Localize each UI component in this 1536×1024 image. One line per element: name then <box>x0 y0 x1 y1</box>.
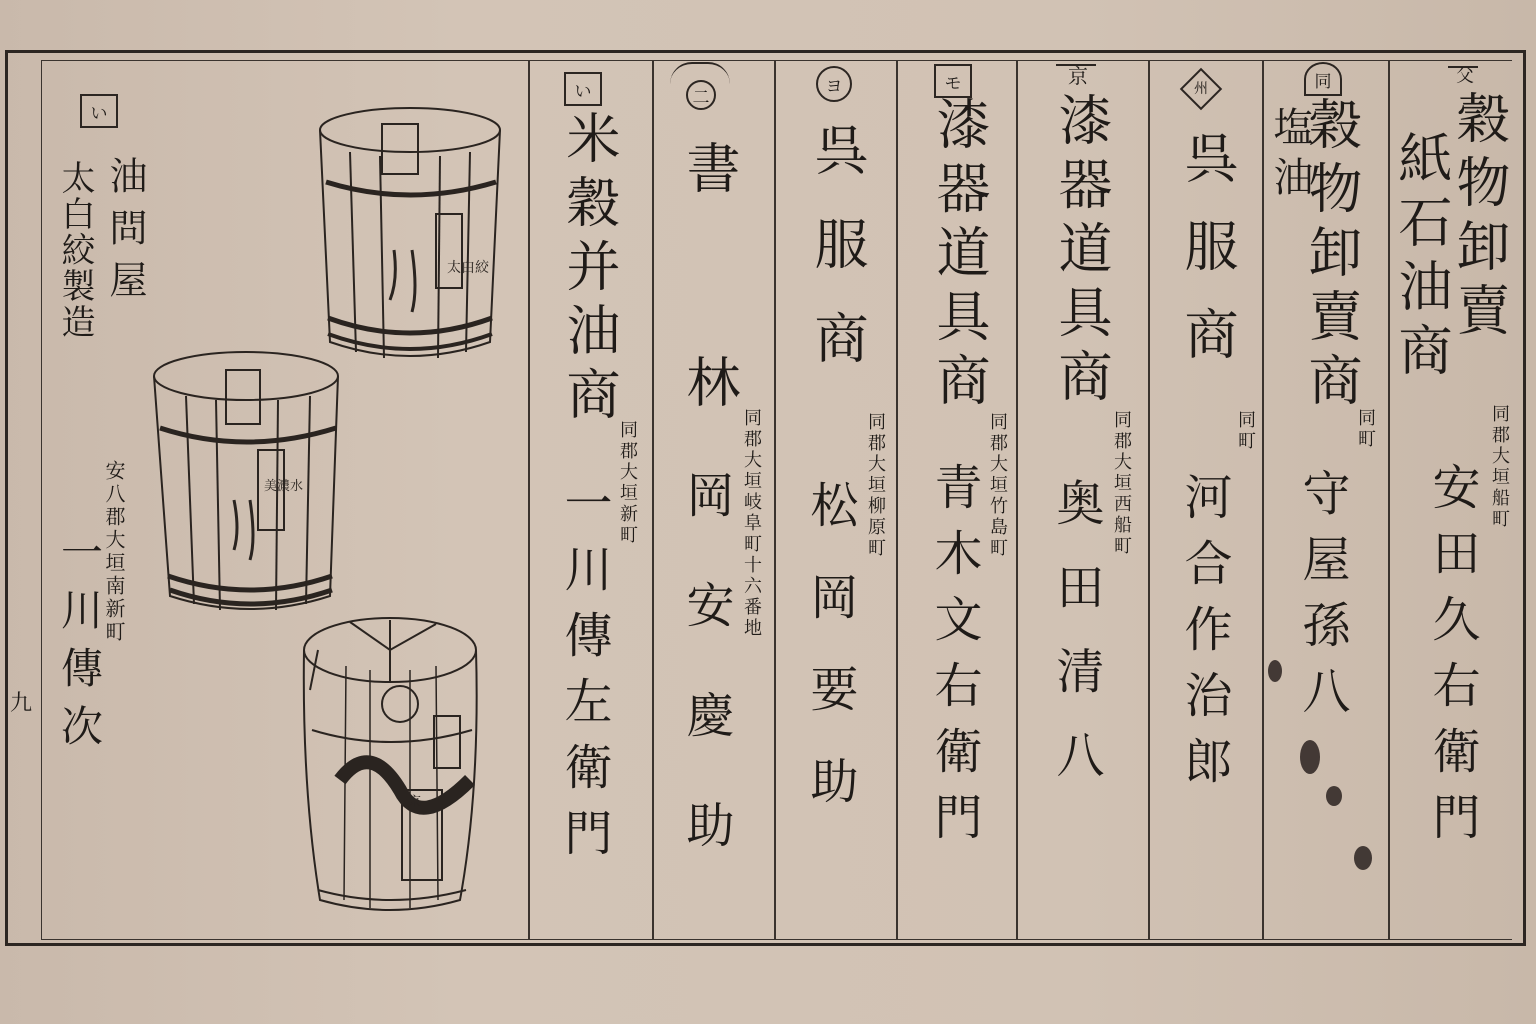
entry-person: 河合作治郎 <box>1176 472 1232 802</box>
entry-address: 同町 <box>1235 410 1256 452</box>
ink-stain <box>1300 740 1320 774</box>
entry-person: 守屋孫八 <box>1294 468 1350 732</box>
entry-column <box>776 60 898 940</box>
entry-address: 同郡大垣船町 <box>1489 404 1510 530</box>
entry-column <box>530 60 652 940</box>
diamond-mark-icon: 州 <box>1180 68 1222 110</box>
entry-column <box>898 60 1020 940</box>
entry-mark: 京 <box>1068 64 1088 88</box>
oil-tub-illustration <box>320 108 500 358</box>
entry-column <box>1390 60 1512 940</box>
entry-column <box>1018 60 1140 940</box>
entry-title: 漆器道具商 <box>928 96 991 416</box>
entry-title: 穀物卸賣商 <box>1300 96 1363 416</box>
entry-address: 安八郡大垣南新町 <box>102 460 126 644</box>
entry-title: 呉服商 <box>1176 130 1239 394</box>
entry-column <box>654 60 776 940</box>
entry-person: 奥田清八 <box>1048 478 1104 814</box>
entry-person: 岡安慶助 <box>678 470 734 910</box>
entry-title-2: 紙石油商 <box>1390 130 1453 386</box>
oil-tub-illustration <box>154 352 338 610</box>
oil-barrel-illustration <box>304 618 477 910</box>
box-circle-mark-icon: 同 <box>1304 62 1342 96</box>
entry-person: 安田久右衛門 <box>1424 462 1480 858</box>
entry-address: 同郡大垣柳原町 <box>865 412 886 559</box>
entry-address: 同郡大垣竹島町 <box>987 412 1008 559</box>
entry-column <box>1264 60 1386 940</box>
barrel-prefix-label: 京 <box>408 795 422 810</box>
ink-stain <box>1354 846 1372 870</box>
page-number: 九 <box>10 691 33 716</box>
box-mark-icon: モ <box>934 64 972 98</box>
entry-subtitle: 太白絞製造 <box>55 160 95 340</box>
entry-title: 米穀并油商 <box>558 110 621 430</box>
entry-mark: 父 <box>1456 66 1474 87</box>
tub-tag-label: 太白絞 <box>447 260 489 276</box>
entry-address: 同郡大垣西船町 <box>1111 410 1132 557</box>
circle-mark-icon: ヨ <box>816 66 852 102</box>
entry-person: 松岡要助 <box>802 480 858 848</box>
entry-person: 一川傳左衛門 <box>556 478 612 874</box>
entry-person: 青木文右衛門 <box>926 462 982 858</box>
entry-title: 漆器道具商 <box>1050 92 1113 412</box>
box-mark-icon: い <box>564 72 602 106</box>
entry-title: 書林 <box>678 140 741 568</box>
entry-column <box>1150 60 1272 940</box>
circle-mark-icon: 二 <box>686 80 716 110</box>
ink-stain <box>1268 660 1282 682</box>
entry-address: 同郡大垣岐阜町十六番地 <box>741 408 762 639</box>
entry-person: 一川傳次 <box>55 530 104 762</box>
box-mark-icon: い <box>80 94 118 128</box>
oil-vessels-illustration <box>150 90 530 930</box>
entry-address: 同町 <box>1355 408 1376 450</box>
entry-title: 油問屋 <box>103 156 147 312</box>
ink-stain <box>1326 786 1342 806</box>
entry-subtitle: 塩油 <box>1267 106 1313 206</box>
tub-tag-label: 美濃水 <box>264 479 304 494</box>
entry-column-last <box>44 60 154 940</box>
entry-title: 呉服商 <box>806 122 869 404</box>
entry-address: 同郡大垣新町 <box>617 420 638 546</box>
entry-title: 穀物卸賣 <box>1448 90 1511 346</box>
